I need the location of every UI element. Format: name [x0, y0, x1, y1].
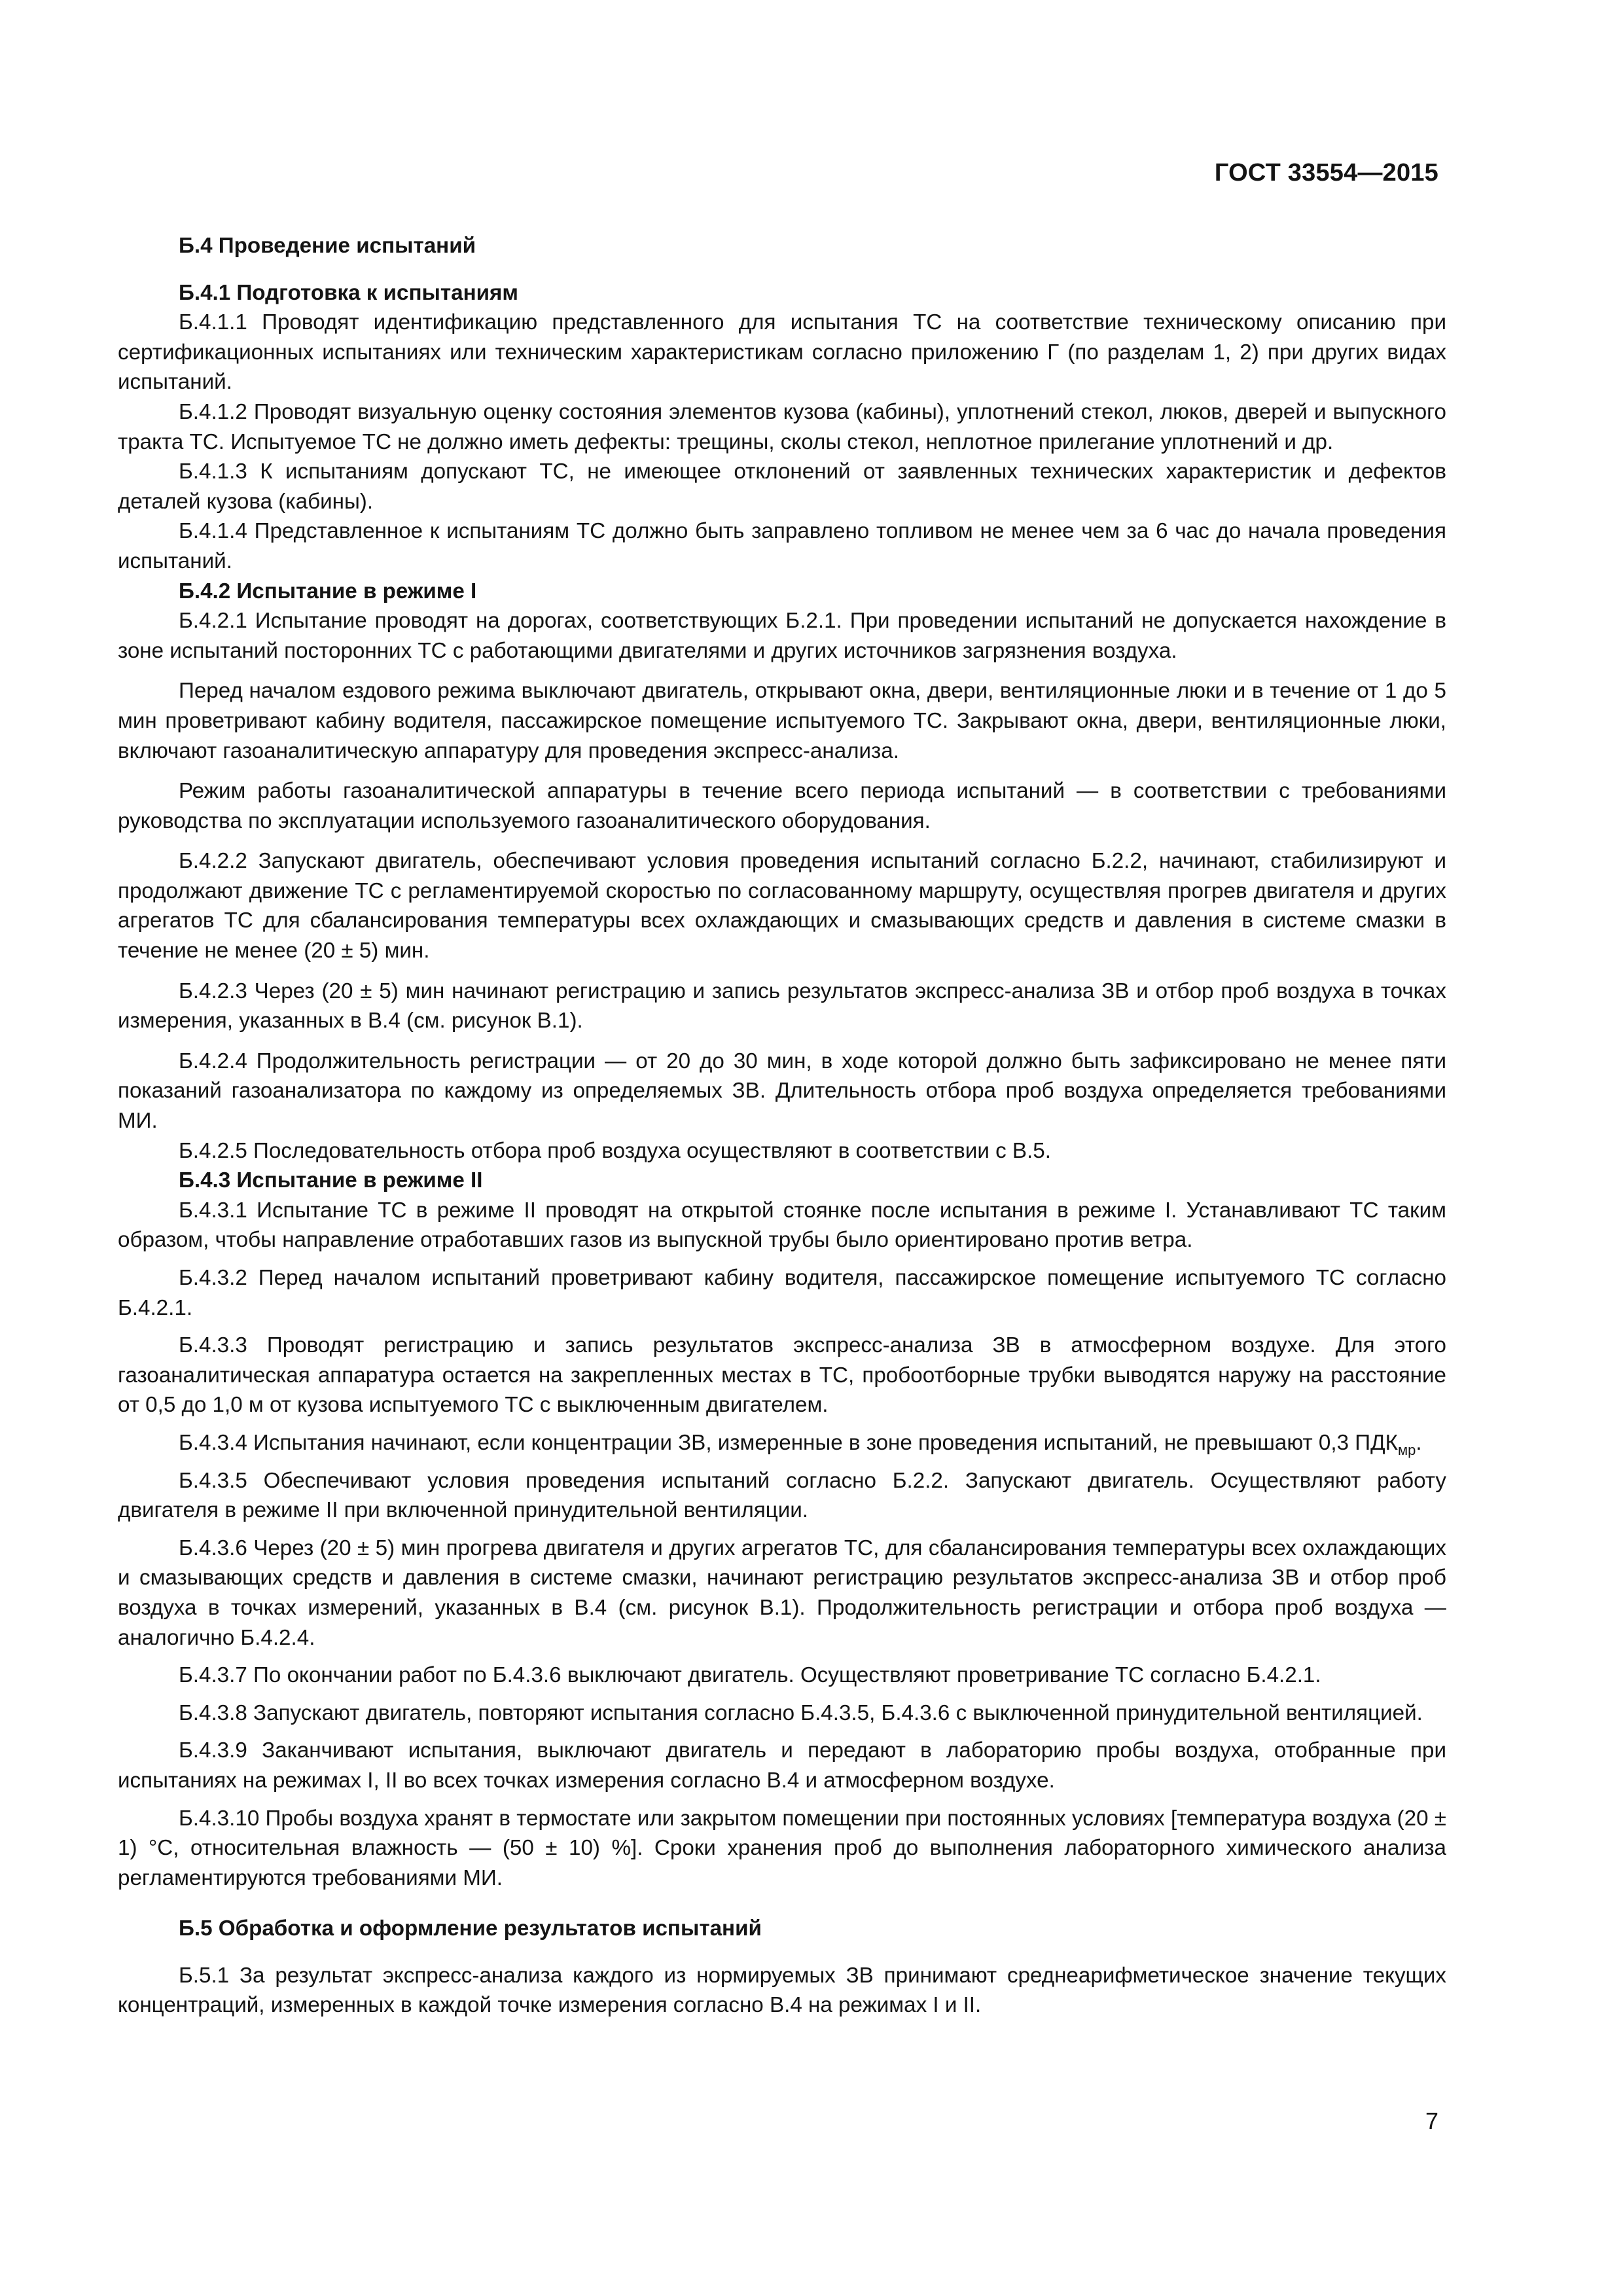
page-number: 7 [1425, 2108, 1438, 2134]
paragraph-b4-3-7: Б.4.3.7 По окончании работ по Б.4.3.6 выключают двигатель. Осуществляют проветривание ТС согласно Б.4.2.1. [179, 1663, 1321, 1688]
subsection-heading-b4-2: Б.4.2 Испытание в режиме I [179, 579, 477, 603]
paragraph-b4-3-4 [118, 1428, 1446, 1458]
paragraph-b4-3-8: Б.4.3.8 Запускают двигатель, повторяют испытания согласно Б.4.3.5, Б.4.3.6 с выключенной принудительной вентиляцией. [179, 1700, 1423, 1725]
paragraph-b4-2-3: Б.4.2.3 Через (20 ± 5) мин начинают регистрацию и запись результатов экспресс-анализа ЗВ и отбор проб воздуха в точках измерения, указанных в В.4 (см. рисунок В.1). [118, 978, 1446, 1033]
paragraph-b4-1-2: Б.4.1.2 Проводят визуальную оценку состояния элементов кузова (кабины), уплотнений стекол, люков, дверей и выпускного тракта ТС. Испытуемое ТС не должно иметь дефекты: трещины, сколы стекол, неплотное прилегание уплотнений и др. [118, 399, 1446, 454]
paragraph-b4-1-1: Б.4.1.1 Проводят идентификацию представленного для испытания ТС на соответствие техническому описанию при сертификационных испытаниях или техническим характеристикам согласно приложению Г (по разделам 1, 2) при других видах испытаний. [118, 310, 1446, 395]
paragraph-b4-3-9: Б.4.3.9 Заканчивают испытания, выключают двигатель и передают в лабораторию пробы воздуха, отобранные при испытаниях на режимах I, II во всех точках измерения согласно В.4 и атмосферном воздухе. [118, 1738, 1446, 1793]
document-body [118, 231, 1446, 2020]
paragraph-b4-3-5: Б.4.3.5 Обеспечивают условия проведения испытаний согласно Б.2.2. Запускают двигатель. Осуществляют работу двигателя в режиме II при включенной принудительной вентиляции. [118, 1468, 1446, 1523]
paragraph-b4-2-4: Б.4.2.4 Продолжительность регистрации — от 20 до 30 мин, в ходе которой должно быть зафиксировано не менее пяти показаний газоанализатора по каждому из определяемых ЗВ. Длительность отбора проб воздуха определяется требованиями МИ. [118, 1049, 1446, 1134]
paragraph-b4-3-3: Б.4.3.3 Проводят регистрацию и запись результатов экспресс-анализа ЗВ в атмосферном воздухе. Для этого газоаналитическая аппаратура остается на закрепленных местах в ТС, пробоотборные трубки выводятся наружу на расстояние от 0,5 до 1,0 м от кузова испытуемого ТС с выключенным двигателем. [118, 1333, 1446, 1418]
paragraph-b5-1: Б.5.1 За результат экспресс-анализа каждого из нормируемых ЗВ принимают среднеарифметическое значение текущих концентраций, измеренных в каждой точке измерения согласно В.4 на режимах I и II. [118, 1963, 1446, 2018]
section-heading-b4: Б.4 Проведение испытаний [179, 234, 476, 258]
section-heading-b5: Б.5 Обработка и оформление результатов испытаний [179, 1916, 762, 1941]
paragraph-b4-2-5: Б.4.2.5 Последовательность отбора проб воздуха осуществляют в соответствии с В.5. [179, 1138, 1051, 1163]
paragraph-b4-2-1: Б.4.2.1 Испытание проводят на дорогах, соответствующих Б.2.1. При проведении испытаний не допускается нахождение в зоне испытаний посторонних ТС с работающими двигателями и других источников загрязнения воздуха. [118, 609, 1446, 663]
subsection-heading-b4-1: Б.4.1 Подготовка к испытаниям [179, 280, 518, 305]
paragraph-b4-3-10: Б.4.3.10 Пробы воздуха хранят в термостате или закрытом помещении при постоянных условиях [температура воздуха (20 ± 1) °С, относительная влажность — (50 ± 10) %]. Сроки хранения проб до выполнения лабораторного химического анализа регламентируются требованиями МИ. [118, 1806, 1446, 1890]
document-code-header: ГОСТ 33554—2015 [1214, 159, 1438, 187]
paragraph-b4-3-1: Б.4.3.1 Испытание ТС в режиме II проводят на открытой стоянке после испытания в режиме I. Устанавливают ТС таким образом, чтобы направление отработавших газов из выпускной трубы было ориентировано против ветра. [118, 1198, 1446, 1253]
paragraph-b4-3-4-text: Б.4.3.4 Испытания начинают, если концентрации ЗВ, измеренные в зоне проведения испытаний, не превышают 0,3 ПДК [179, 1430, 1398, 1455]
paragraph-b4-1-4: Б.4.1.4 Представленное к испытаниям ТС должно быть заправлено топливом не менее чем за 6 час до начала проведения испытаний. [118, 519, 1446, 573]
paragraph-b4-3-4-end: . [1416, 1430, 1422, 1455]
paragraph-b4-2-2: Б.4.2.2 Запускают двигатель, обеспечивают условия проведения испытаний согласно Б.2.2, начинают, стабилизируют и продолжают движение ТС с регламентируемой скоростью по согласованному маршруту, осуществляя прогрев двигателя и других агрегатов ТС для сбалансирования температуры всех охлаждающих и смазывающих средств и давления в системе смазки в течение не менее (20 ± 5) мин. [118, 849, 1446, 963]
paragraph-b4-1-3: Б.4.1.3 К испытаниям допускают ТС, не имеющее отклонений от заявленных технических характеристик и дефектов деталей кузова (кабины). [118, 459, 1446, 514]
paragraph-b4-3-2: Б.4.3.2 Перед началом испытаний проветривают кабину водителя, пассажирское помещение испытуемого ТС согласно Б.4.2.1. [118, 1266, 1446, 1320]
paragraph-b4-2-1-mode: Режим работы газоаналитической аппаратуры в течение всего периода испытаний — в соответствии с требованиями руководства по эксплуатации используемого газоаналитического оборудования. [118, 779, 1446, 833]
pdk-subscript: мр [1397, 1441, 1416, 1458]
paragraph-b4-2-1-ventilation: Перед началом ездового режима выключают двигатель, открывают окна, двери, вентиляционные люки и в течение от 1 до 5 мин проветривают кабину водителя, пассажирское помещение испытуемого ТС. Закрывают окна, двери, вентиляционные люки, включают газоаналитическую аппаратуру для проведения экспресс-анализа. [118, 679, 1446, 763]
subsection-heading-b4-3: Б.4.3 Испытание в режиме II [179, 1168, 483, 1193]
paragraph-b4-3-6: Б.4.3.6 Через (20 ± 5) мин прогрева двигателя и других агрегатов ТС, для сбалансирования температуры всех охлаждающих и смазывающих средств и давления в системе смазки, начинают регистрацию результатов экспресс-анализа ЗВ и отбор проб воздуха в точках измерений, указанных в В.4 (см. рисунок В.1). Продолжительность регистрации и отбора проб воздуха — аналогично Б.4.2.4. [118, 1535, 1446, 1650]
